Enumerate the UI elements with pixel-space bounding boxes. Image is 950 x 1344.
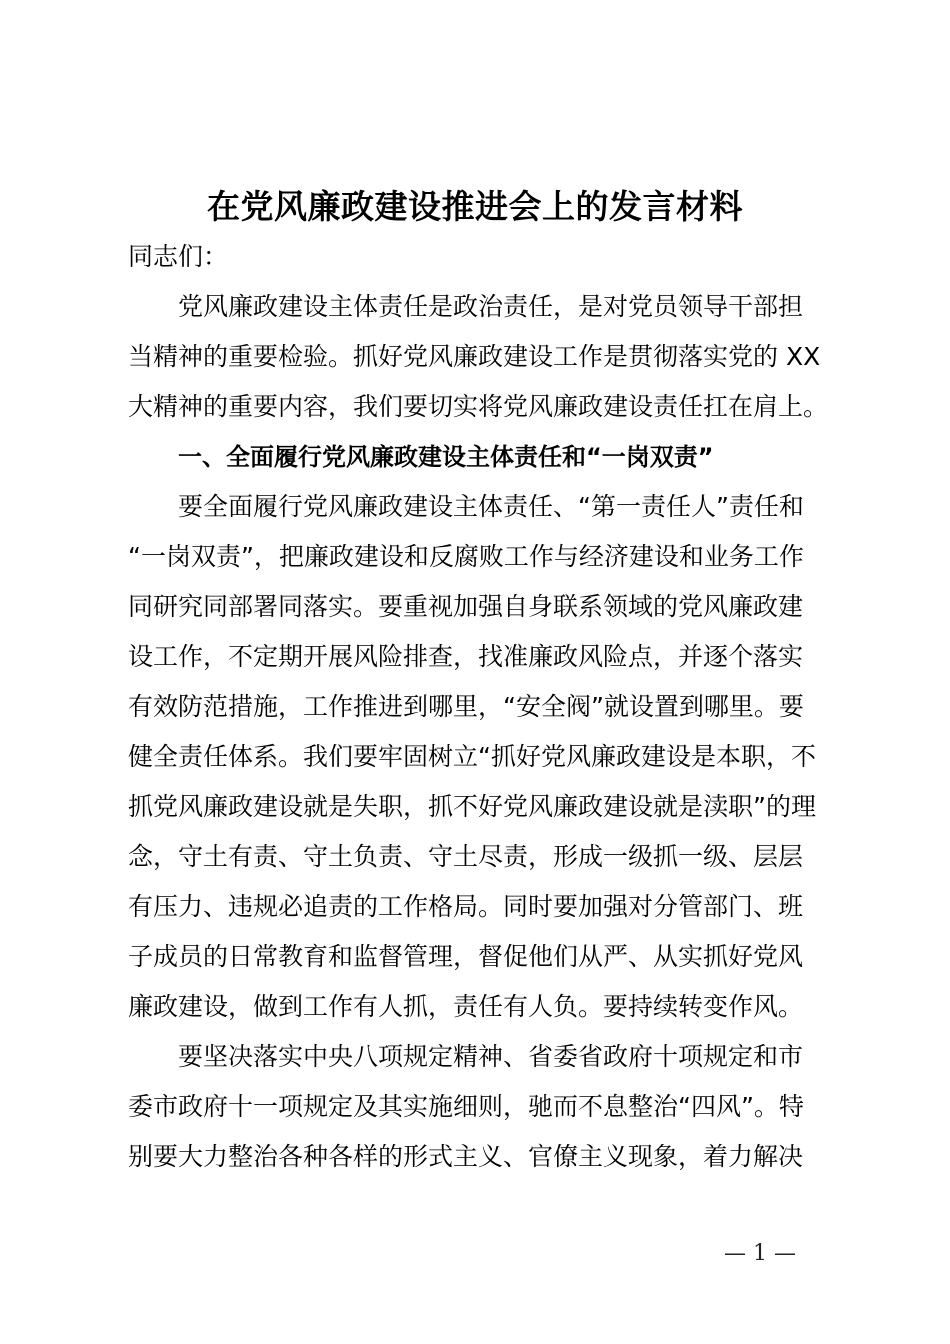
- salutation: 同志们：: [128, 242, 229, 271]
- paragraph-line: 廉政建设，做到工作有人抓，责任有人负。要持续转变作风。: [128, 992, 804, 1021]
- paragraph-line: 子成员的日常教育和监督管理，督促他们从严、从实抓好党风: [128, 942, 804, 971]
- section-heading-1: 一、全面履行党风廉政建设主体责任和“一岗双责”: [178, 443, 714, 471]
- document-title: 在党风廉政建设推进会上的发言材料: [207, 187, 743, 226]
- paragraph-line: 要坚决落实中央八项规定精神、省委省政府十项规定和市: [178, 1042, 804, 1071]
- paragraph-line: 健全责任体系。我们要牢固树立“抓好党风廉政建设是本职，不: [128, 742, 816, 771]
- paragraph-line: 抓党风廉政建设就是失职，抓不好党风廉政建设就是渎职”的理: [128, 792, 816, 821]
- paragraph-line: 当精神的重要检验。抓好党风廉政建设工作是贯彻落实党的 XX: [128, 342, 821, 371]
- paragraph-line: 大精神的重要内容，我们要切实将党风廉政建设责任扛在肩上。: [128, 392, 829, 421]
- paragraph-line: 有压力、违规必追责的工作格局。同时要加强对分管部门、班: [128, 892, 804, 921]
- paragraph-line: 有效防范措施，工作推进到哪里，“安全阀”就设置到哪里。要: [128, 692, 804, 721]
- paragraph-line: 别要大力整治各种各样的形式主义、官僚主义现象，着力解决: [128, 1142, 804, 1171]
- paragraph-line: 念，守土有责、守土负责、守土尽责，形成一级抓一级、层层: [128, 842, 804, 871]
- paragraph-1: [128, 282, 832, 432]
- paragraph-line: 党风廉政建设主体责任是政治责任，是对党员领导干部担: [178, 292, 804, 321]
- paragraph-2: [128, 482, 832, 1032]
- paragraph-line: 委市政府十一项规定及其实施细则，驰而不息整治“四风”。特: [128, 1092, 804, 1121]
- page-number: — 1 —: [724, 1241, 796, 1266]
- paragraph-line: “一岗双责”，把廉政建设和反腐败工作与经济建设和业务工作: [128, 542, 804, 571]
- paragraph-line: 要全面履行党风廉政建设主体责任、“第一责任人”责任和: [178, 492, 804, 521]
- paragraph-3: [128, 1032, 832, 1182]
- paragraph-line: 同研究同部署同落实。要重视加强自身联系领域的党风廉政建: [128, 592, 804, 621]
- paragraph-line: 设工作，不定期开展风险排查，找准廉政风险点，并逐个落实: [128, 642, 804, 671]
